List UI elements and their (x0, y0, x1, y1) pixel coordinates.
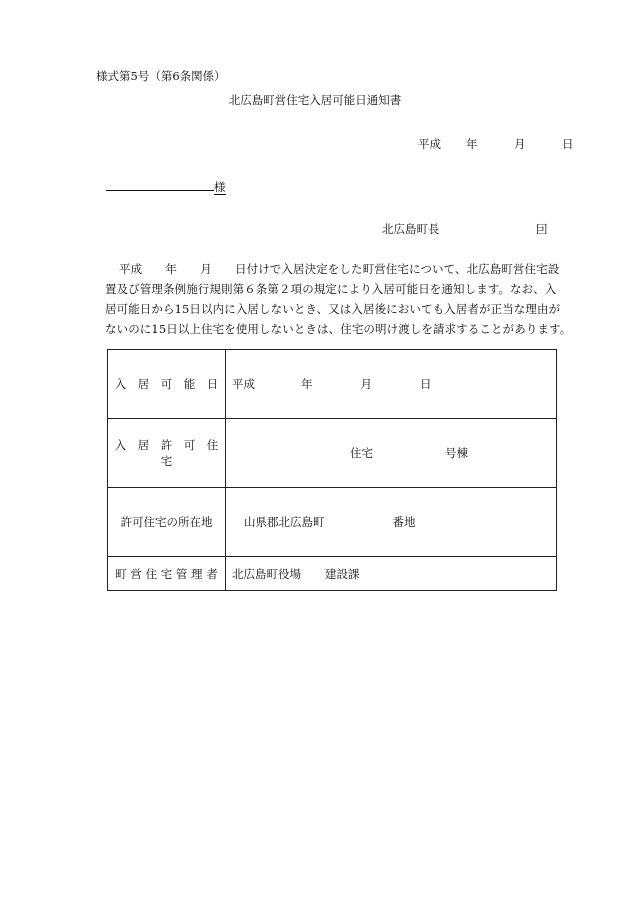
notice-body (105, 259, 585, 339)
table-row (108, 419, 557, 488)
move-in-era: 平成 (232, 377, 255, 391)
form-number: 様式第5号（第6条関係） (96, 69, 226, 83)
body-line: 平成 年 月 日付けで入居決定をした町営住宅について、北広島町営住宅設 (119, 262, 560, 276)
body-line: 居可能日から15日以内に入居しないとき、又は入居後においても入居者が正当な理由が (105, 302, 561, 316)
housing-name-suffix: 住宅 (350, 446, 373, 460)
label-move-in-date: 入 居 可 能 日 (108, 350, 226, 419)
label-housing-manager: 町 営 住 宅 管 理 者 (108, 557, 226, 591)
table-row (108, 350, 557, 419)
move-in-day: 日 (420, 377, 432, 391)
lot-number-suffix: 番地 (392, 515, 416, 529)
date-year: 年 (466, 137, 478, 151)
table-row (108, 557, 557, 591)
seal-mark: 囙 (536, 222, 548, 236)
document-title: 北広島町営住宅入居可能日通知書 (228, 93, 402, 107)
move-in-month: 月 (360, 377, 372, 391)
label-permitted-housing: 入 居 許 可 住 宅 (108, 419, 226, 488)
building-number-suffix: 号棟 (445, 446, 468, 460)
body-line: 置及び管理条例施行規則第６条第２項の規定により入居可能日を通知します。なお、入 (105, 282, 557, 296)
value-permitted-housing (226, 419, 557, 488)
notice-table (107, 349, 557, 591)
issuer-name: 北広島町長 (382, 222, 440, 236)
addressee-honorific: 様 (214, 180, 226, 194)
address-prefix: 山県郡北広島町 (244, 515, 325, 529)
move-in-year: 年 (301, 377, 313, 391)
date-day: 日 (562, 137, 574, 151)
table-row (108, 488, 557, 557)
value-housing-address (226, 488, 557, 557)
date-era: 平成 (418, 137, 441, 151)
manager-office: 北広島町役場 (232, 566, 301, 581)
value-housing-manager (226, 557, 557, 591)
date-line (418, 136, 574, 152)
date-month: 月 (514, 137, 526, 151)
addressee-line (106, 178, 226, 195)
manager-division: 建設課 (325, 566, 360, 581)
value-move-in-date (226, 350, 557, 419)
body-line: ないのに15日以上住宅を使用しないときは、住宅の明け渡しを請求することがあります。 (105, 322, 572, 336)
label-housing-address: 許可住宅の所在地 (108, 488, 226, 557)
addressee-blank (106, 178, 214, 191)
